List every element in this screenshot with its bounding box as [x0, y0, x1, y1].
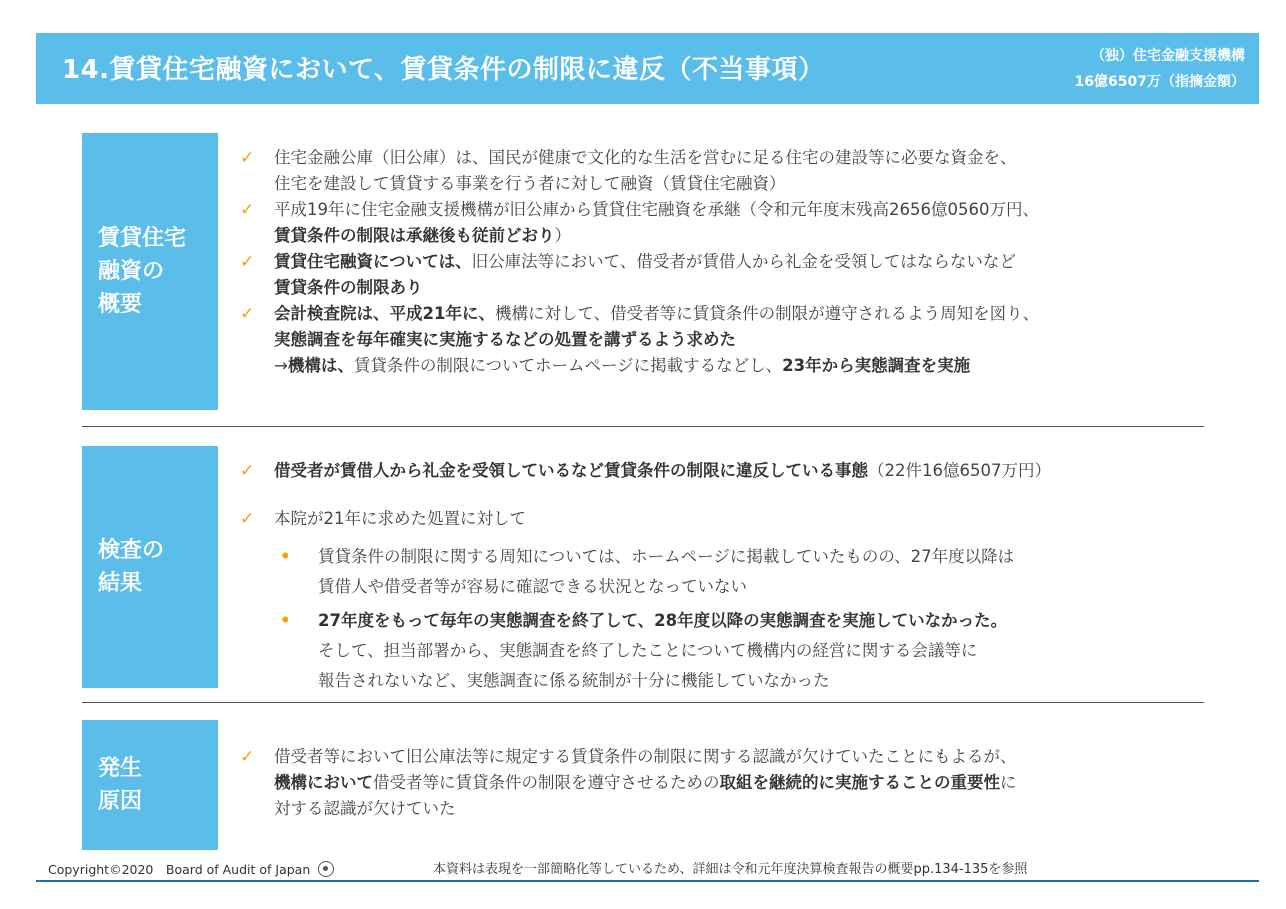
header-info: [1075, 43, 1245, 95]
body-text: →: [274, 356, 288, 375]
body-text: 旧公庫法等において、借受者が賃借人から礼金を受領してはならないなど: [471, 252, 1016, 271]
text-line: [274, 327, 1039, 353]
section-label-line: 結果: [98, 571, 143, 596]
check-icon: ✓: [240, 200, 255, 220]
results-content: [240, 458, 1051, 696]
section-label-cause: [82, 720, 218, 850]
check-icon: ✓: [240, 461, 255, 481]
emphasis-text: 機構において: [274, 773, 373, 792]
footer-line: [36, 880, 1259, 882]
text-line: [274, 197, 1039, 223]
result-sub-item: [240, 542, 1051, 602]
result-sub-item: [240, 606, 1051, 696]
emphasis-text: 23年から実態調査を実施: [782, 356, 971, 375]
section-label-results: [82, 446, 218, 688]
overview-item: [240, 145, 1039, 197]
body-text: 賃借人や借受者等が容易に確認できる状況となっていない: [318, 577, 747, 596]
section-label-line: 原因: [98, 789, 143, 814]
text-line: [318, 636, 1051, 666]
section-divider: [82, 426, 1204, 427]
text-line: [274, 458, 1051, 484]
overview-content: [240, 145, 1039, 379]
text-line: [318, 606, 1051, 636]
header-banner: [36, 33, 1259, 104]
emphasis-text: 借受者が賃借人から礼金を受領しているなど賃貸条件の制限に違反している事態: [274, 461, 868, 480]
body-text: 対する認識が欠けていた: [274, 799, 456, 818]
emphasis-text: 実態調査を毎年確実に実施するなどの処置を講ずるよう求めた: [274, 330, 736, 349]
overview-item: [240, 301, 1039, 379]
emphasis-text: 機構は、: [287, 356, 354, 375]
copyright: [48, 860, 334, 878]
result-item-text: 本院が21年に求めた処置に対して: [274, 509, 526, 528]
body-text: 借受者等において旧公庫法等に規定する賃貸条件の制限に関する認識が欠けていたことにもよるが、: [274, 747, 1017, 766]
check-icon: ✓: [240, 252, 255, 272]
body-text: 平成19年に住宅金融支援機構が旧公庫から賃貸住宅融資を承継（令和元年度末残高2656億0560万円、: [274, 200, 1039, 219]
emphasis-text: 取組を継続的に実施することの重要性: [719, 773, 1000, 792]
body-text: 報告されないなど、実態調査に係る統制が十分に機能していなかった: [318, 671, 830, 690]
body-text: 機構に対して、借受者等に賃貸条件の制限が遵守されるよう周知を図り、: [494, 304, 1040, 323]
check-icon: ✓: [240, 304, 255, 324]
section-divider: [82, 702, 1204, 703]
text-line: [274, 744, 1017, 770]
result-item: [240, 506, 1051, 532]
text-line: [274, 223, 1039, 249]
text-line: [274, 353, 1039, 379]
section-label-line: 賃貸住宅: [98, 226, 187, 251]
check-icon: ✓: [240, 148, 255, 168]
result-item: [240, 458, 1051, 484]
board-seal-icon: [318, 861, 334, 877]
overview-item: [240, 197, 1039, 249]
body-text: そして、担当部署から、実態調査を終了したことについて機構内の経営に関する会議等に: [318, 641, 978, 660]
emphasis-text: 会計検査院は、平成21年に、: [274, 304, 495, 323]
section-label-overview: [82, 133, 218, 410]
cause-item: [240, 744, 1017, 822]
body-text: 賃貸条件の制限に関する周知については、ホームページに掲載していたものの、27年度以降は: [318, 547, 1015, 566]
section-label-line: 概要: [98, 292, 143, 317]
page-title: 14.賃貸住宅融資において、賃貸条件の制限に違反（不当事項）: [62, 55, 825, 85]
text-line: [274, 145, 1039, 171]
indicated-amount: 16億6507万（指摘金額）: [1074, 74, 1245, 90]
body-text: 賃貸条件の制限についてホームページに掲載するなどし、: [353, 356, 783, 375]
text-line: [274, 796, 1017, 822]
emphasis-text: 賃貸条件の制限は承継後も従前どおり: [274, 226, 555, 245]
text-line: [318, 572, 1051, 602]
bullet-icon: •: [280, 611, 291, 630]
text-line: [274, 275, 1039, 301]
section-label-line: 検査の: [98, 538, 165, 563]
copyright-text: Copyright©2020 Board of Audit of Japan: [48, 862, 311, 877]
check-icon: ✓: [240, 747, 255, 767]
emphasis-text: 賃貸条件の制限あり: [274, 278, 423, 297]
section-label-line: 融資の: [98, 259, 165, 284]
body-text: 住宅を建設して賃貸する事業を行う者に対して融資（賃貸住宅融資）: [274, 174, 786, 193]
body-text: に: [1000, 773, 1017, 792]
check-icon: ✓: [240, 509, 255, 529]
emphasis-text: 27年度をもって毎年の実態調査を終了して、28年度以降の実態調査を実施していなかった。: [318, 611, 1008, 630]
body-text: 借受者等に賃貸条件の制限を遵守させるための: [373, 773, 720, 792]
text-line: [274, 171, 1039, 197]
text-line: [274, 249, 1039, 275]
organization-name: （独）住宅金融支援機構: [1091, 48, 1245, 64]
text-line: [318, 542, 1051, 572]
text-line: [318, 666, 1051, 696]
cause-content: [240, 744, 1017, 822]
emphasis-text: 賃貸住宅融資については、: [274, 252, 472, 271]
body-text: 住宅金融公庫（旧公庫）は、国民が健康で文化的な生活を営むに足る住宅の建設等に必要な資金を、: [274, 148, 1017, 167]
text-line: [274, 301, 1039, 327]
footer-note: 本資料は表現を一部簡略化等しているため、詳細は令和元年度決算検査報告の概要pp.134-135を参照: [433, 862, 1028, 877]
text-line: [274, 770, 1017, 796]
body-text: （22件16億6507万円）: [868, 461, 1051, 480]
body-text: ）: [554, 226, 571, 245]
bullet-icon: •: [280, 547, 291, 566]
overview-item: [240, 249, 1039, 301]
section-label-line: 発生: [98, 756, 143, 781]
